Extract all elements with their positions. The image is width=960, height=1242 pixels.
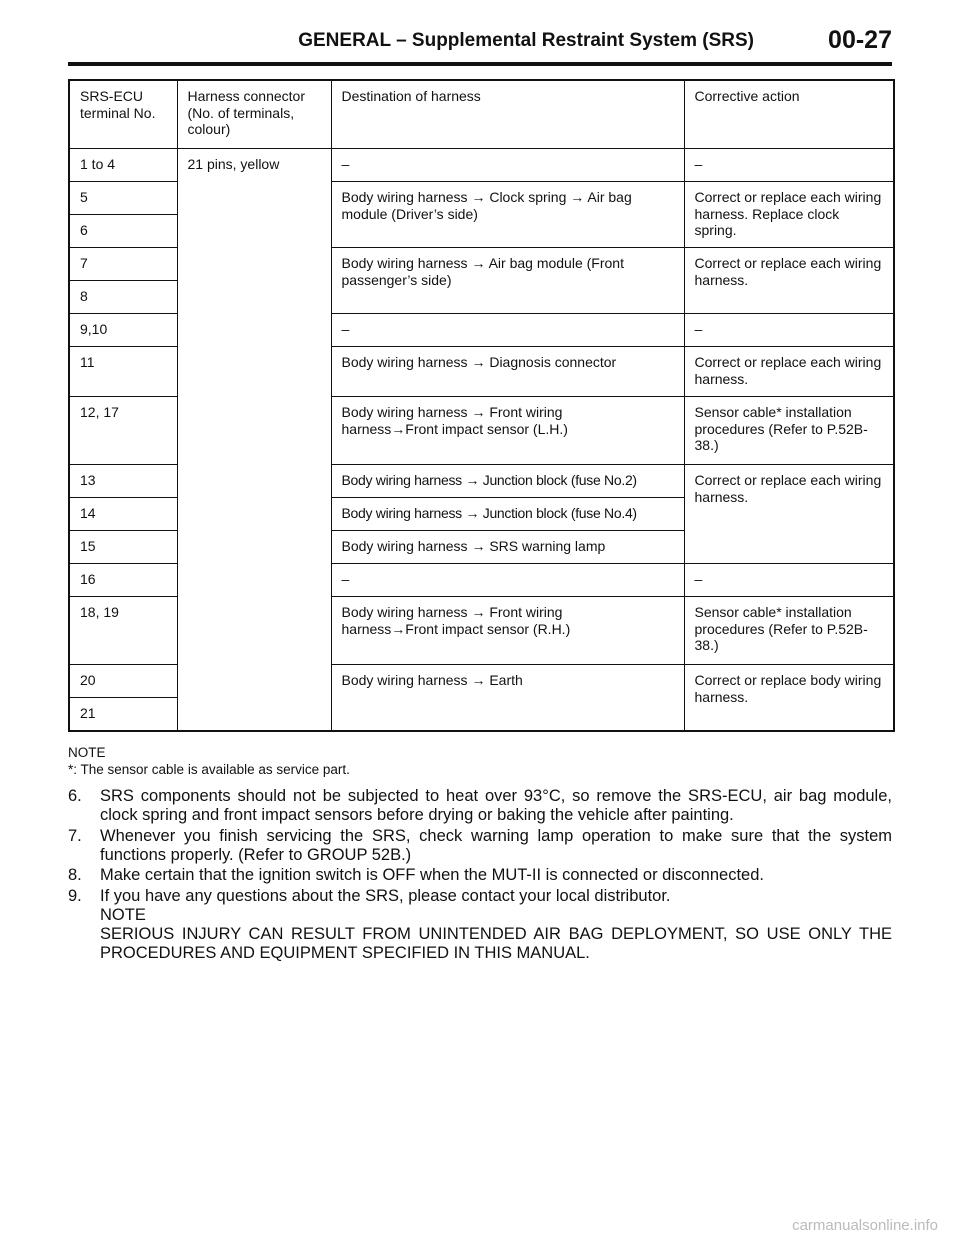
destination-cell: Body wiring harness → Clock spring → Air bag module (Driver’s side) [331, 182, 684, 248]
step-number: 9. [68, 886, 82, 905]
action-cell: Sensor cable* installation procedures (Refer to P.52B-38.) [684, 397, 894, 465]
step-text: SRS components should not be subjected to heat over 93°C, so remove the SRS-ECU, air bag module, clock spring and front impact sensors before drying or baking the vehicle after painting. [100, 787, 892, 824]
step-text: Whenever you finish servicing the SRS, check warning lamp operation to make sure that the system functions properly. (Refer to GROUP 52B.) [100, 826, 892, 864]
destination-cell: Body wiring harness → Air bag module (Front passenger’s side) [331, 248, 684, 314]
terminal-cell: 11 [69, 347, 177, 397]
terminal-cell: 1 to 4 [69, 149, 177, 182]
warning-note-text: SERIOUS INJURY CAN RESULT FROM UNINTENDED AIR BAG DEPLOYMENT, SO USE ONLY THE PROCEDURES AND EQUIPMENT SPECIFIED IN THIS MANUAL. [100, 925, 892, 962]
action-cell: Correct or replace each wiring harness. [684, 248, 894, 314]
action-cell: – [684, 564, 894, 597]
watermark: carmanualsonline.info [792, 1217, 938, 1234]
action-cell: Correct or replace each wiring harness. Replace clock spring. [684, 182, 894, 248]
note-text: *: The sensor cable is available as service part. [68, 762, 350, 777]
destination-cell: – [331, 149, 684, 182]
step-number: 8. [68, 866, 82, 884]
terminal-cell: 13 [69, 465, 177, 498]
destination-cell: Body wiring harness → Junction block (fuse No.2) [331, 465, 684, 498]
terminal-cell: 12, 17 [69, 397, 177, 465]
destination-cell: Body wiring harness → Front wiring harness→Front impact sensor (R.H.) [331, 597, 684, 665]
page-header [68, 26, 892, 60]
list-item [68, 866, 892, 885]
list-item [68, 887, 892, 906]
terminal-cell: 14 [69, 498, 177, 531]
destination-cell: Body wiring harness → Diagnosis connector [331, 347, 684, 397]
terminal-cell: 21 [69, 698, 177, 731]
action-cell: Sensor cable* installation procedures (Refer to P.52B-38.) [684, 597, 894, 665]
destination-cell: Body wiring harness → Front wiring harness→Front impact sensor (L.H.) [331, 397, 684, 465]
connector-cell: 21 pins, yellow [177, 149, 331, 731]
destination-cell: Body wiring harness → Junction block (fuse No.4) [331, 498, 684, 531]
warning-note-heading: NOTE [100, 906, 146, 924]
procedure-steps [68, 787, 892, 907]
header-connector: Harness connector (No. of terminals, colour) [177, 80, 331, 149]
terminal-cell: 6 [69, 215, 177, 248]
header-rule [68, 62, 892, 66]
warning-note [100, 906, 892, 963]
terminal-cell: 8 [69, 281, 177, 314]
list-item [68, 787, 892, 825]
destination-cell: – [331, 314, 684, 347]
harness-table [68, 79, 895, 732]
destination-cell: Body wiring harness → Earth [331, 665, 684, 731]
terminal-cell: 18, 19 [69, 597, 177, 665]
note-heading: NOTE [68, 745, 106, 760]
sensor-cable-note [68, 744, 350, 778]
action-cell: Correct or replace each wiring harness. [684, 347, 894, 397]
destination-cell: – [331, 564, 684, 597]
terminal-cell: 7 [69, 248, 177, 281]
step-text: If you have any questions about the SRS, please contact your local distributor. [100, 886, 671, 905]
step-number: 6. [68, 787, 82, 805]
terminal-cell: 20 [69, 665, 177, 698]
terminal-cell: 9,10 [69, 314, 177, 347]
terminal-cell: 16 [69, 564, 177, 597]
action-cell: – [684, 149, 894, 182]
header-terminal: SRS-ECU terminal No. [69, 80, 177, 149]
step-text: Make certain that the ignition switch is OFF when the MUT-II is connected or disconnected. [100, 866, 764, 884]
section-title: GENERAL – Supplemental Restraint System (SRS) [298, 30, 754, 51]
terminal-cell: 5 [69, 182, 177, 215]
destination-cell: Body wiring harness → SRS warning lamp [331, 531, 684, 564]
action-cell: Correct or replace each wiring harness. [684, 465, 894, 564]
table-row [69, 149, 894, 182]
header-action: Corrective action [684, 80, 894, 149]
table-header-row [69, 80, 894, 149]
step-number: 7. [68, 826, 82, 845]
action-cell: Correct or replace body wiring harness. [684, 665, 894, 731]
page-number: 00-27 [828, 26, 892, 54]
terminal-cell: 15 [69, 531, 177, 564]
action-cell: – [684, 314, 894, 347]
header-destination: Destination of harness [331, 80, 684, 149]
list-item [68, 827, 892, 865]
